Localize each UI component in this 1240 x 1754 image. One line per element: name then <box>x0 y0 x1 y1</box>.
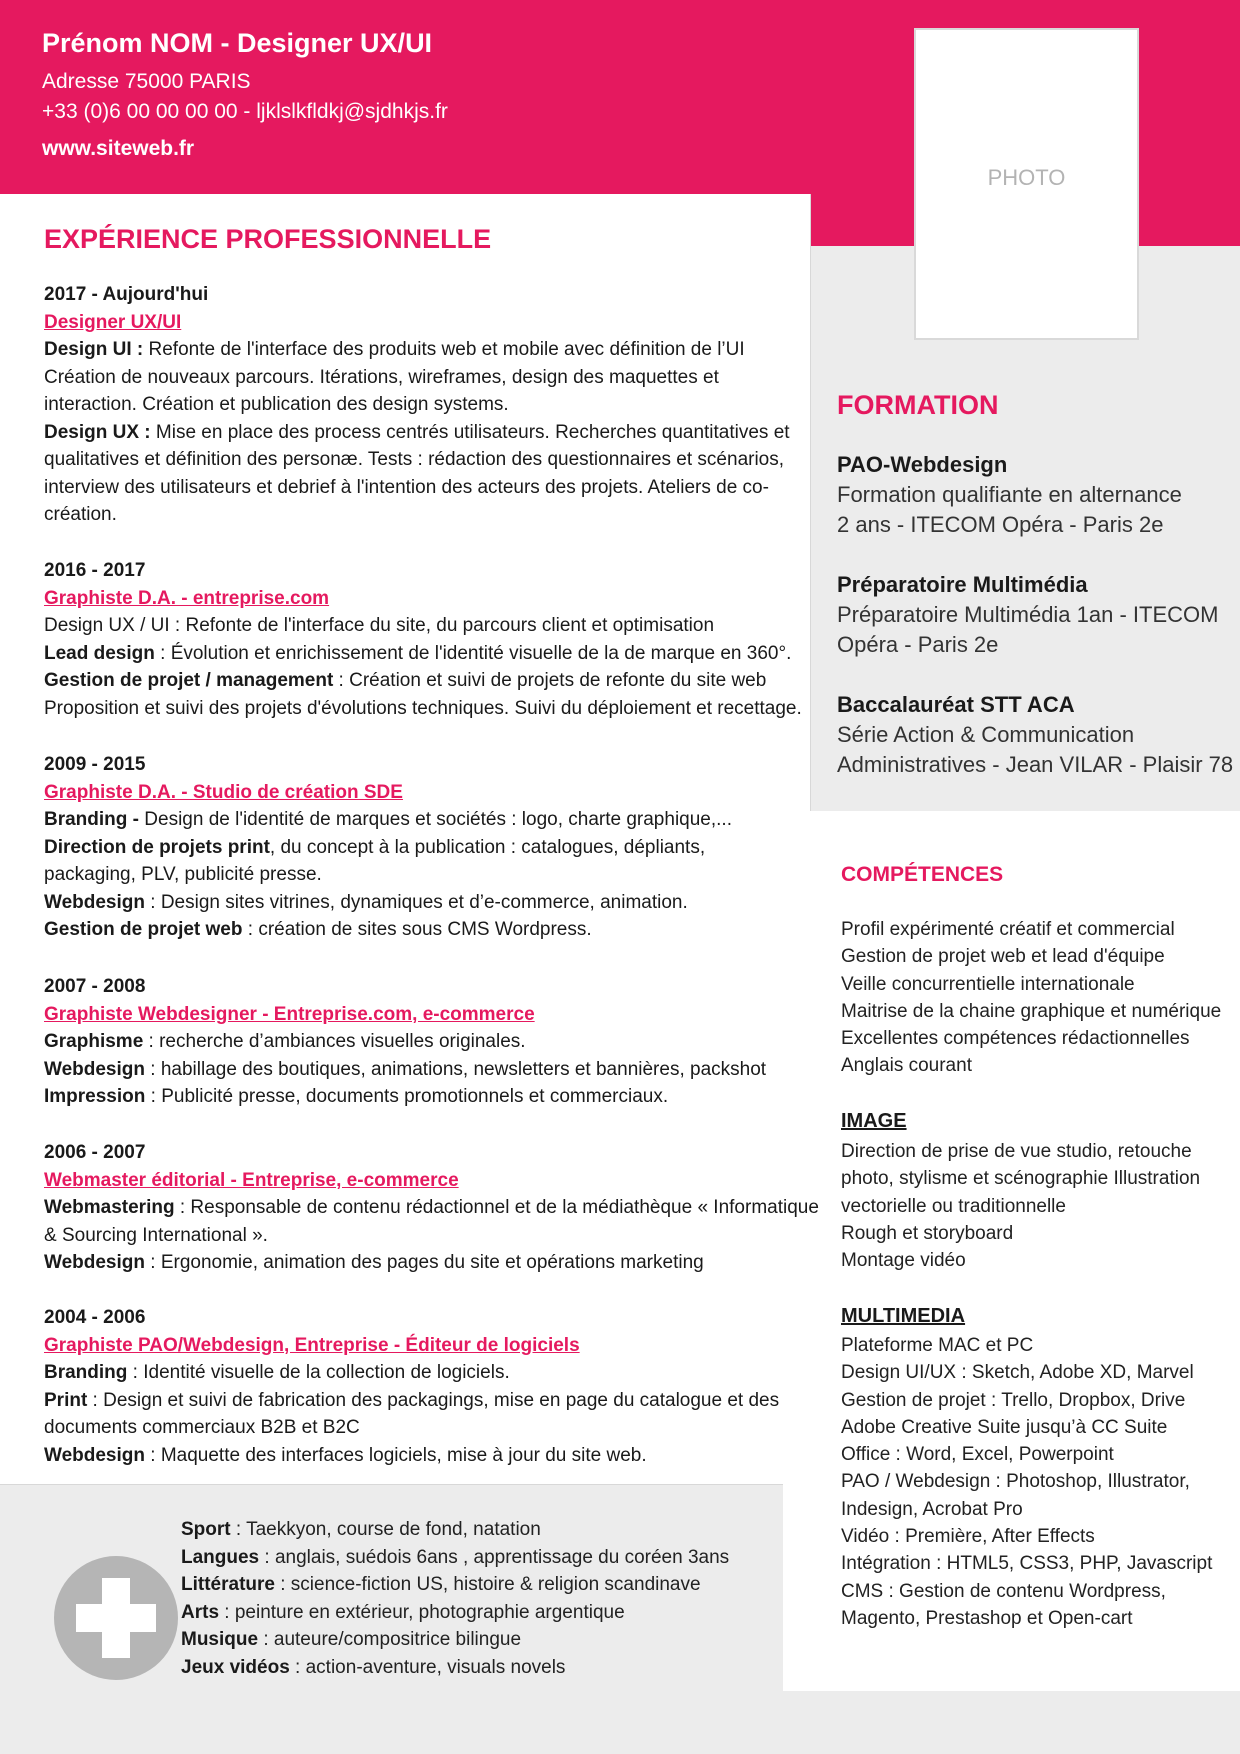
list-item: Musique : auteure/compositrice bilingue <box>181 1629 522 1650</box>
job-role: Designer UX/UI <box>44 311 182 333</box>
competences-title: COMPÉTENCES <box>841 863 1004 886</box>
plus-icon-horizontal <box>76 1604 156 1632</box>
list-item: Excellentes compétences rédactionnelles <box>841 1028 1190 1050</box>
list-item: Arts : peinture en extérieur, photographie argentique <box>181 1601 625 1623</box>
formation-item-line: Administratives - Jean VILAR - Plaisir 78 <box>837 752 1234 777</box>
job-date: 2006 - 2007 <box>44 1142 146 1163</box>
list-item: Design UI/UX : Sketch, Adobe XD, Marvel <box>841 1362 1194 1384</box>
job-line: Design UI : Refonte de l'interface des produits web et mobile avec définition de l’UI <box>44 339 745 360</box>
experience-title: EXPÉRIENCE PROFESSIONNELLE <box>44 224 492 254</box>
list-item: Littérature : science-fiction US, histoire & religion scandinave <box>181 1574 701 1595</box>
competences-general-list <box>841 916 1231 1080</box>
job-line: Gestion de projet / management : Création et suivi de projets de refonte du site web <box>44 670 767 691</box>
job-line: Webmastering : Responsable de contenu rédactionnel et de la médiathèque « Informatique <box>44 1197 819 1218</box>
list-item: Gestion de projet : Trello, Dropbox, Drive <box>841 1389 1186 1411</box>
name-title: Prénom NOM - Designer UX/UI <box>42 28 433 58</box>
job-entry <box>44 973 784 1111</box>
list-item: Indesign, Acrobat Pro <box>841 1498 1023 1520</box>
list-item: Sport : Taekkyon, course de fond, natation <box>181 1519 541 1540</box>
job-entry <box>44 281 790 529</box>
job-line: Gestion de projet web : création de sites sous CMS Wordpress. <box>44 919 592 940</box>
job-line: Webdesign : habillage des boutiques, animations, newsletters et bannières, packshot <box>44 1058 767 1080</box>
image-skills-list <box>841 1138 1231 1274</box>
job-line: qualitatives et définition des personæ. Tests : rédaction des questionnaires et scénarios, <box>44 449 785 470</box>
list-item: Gestion de projet web et lead d'équipe <box>841 946 1165 968</box>
job-line: Design UX / UI : Refonte de l'interface du site, du parcours client et optimisation <box>44 615 715 636</box>
photo-label: PHOTO <box>987 165 1066 190</box>
job-line: Branding : Identité visuelle de la collection de logiciels. <box>44 1362 510 1383</box>
job-line: interview des utilisateurs et debrief à l'intention des acteurs des projets. Ateliers de co- <box>44 476 769 498</box>
job-entry <box>44 557 802 722</box>
formation-title: FORMATION <box>837 390 999 420</box>
list-item: Plateforme MAC et PC <box>841 1335 1034 1356</box>
photo-placeholder <box>914 28 1139 340</box>
job-role: Graphiste D.A. - entreprise.com <box>44 587 330 609</box>
image-subtitle: IMAGE <box>841 1110 907 1132</box>
job-line: Création de nouveaux parcours. Itérations, wireframes, design des maquettes et <box>44 366 719 388</box>
job-date: 2009 - 2015 <box>44 754 146 775</box>
list-item: Office : Word, Excel, Powerpoint <box>841 1444 1114 1466</box>
job-line: documents commerciaux B2B et B2C <box>44 1417 360 1438</box>
job-date: 2007 - 2008 <box>44 976 146 997</box>
multimedia-skills-list <box>841 1332 1231 1632</box>
list-item: Adobe Creative Suite jusqu’à CC Suite <box>841 1416 1168 1438</box>
job-date: 2016 - 2017 <box>44 560 146 581</box>
job-line: packaging, PLV, publicité presse. <box>44 864 322 885</box>
job-entry <box>44 1304 784 1469</box>
list-item: photo, stylisme et scénographie Illustration <box>841 1168 1201 1190</box>
formation-item <box>837 450 1217 540</box>
job-line: Impression : Publicité presse, documents promotionnels et commerciaux. <box>44 1086 669 1107</box>
list-item: Langues : anglais, suédois 6ans , apprentissage du coréen 3ans <box>181 1546 730 1568</box>
formation-item-line: Opéra - Paris 2e <box>837 632 999 657</box>
list-item: Jeux vidéos : action-aventure, visuals novels <box>181 1656 566 1678</box>
job-date: 2004 - 2006 <box>44 1307 146 1328</box>
formation-item <box>837 570 1217 660</box>
job-line: Design UX : Mise en place des process centrés utilisateurs. Recherches quantitatives et <box>44 421 790 443</box>
list-item: Rough et storyboard <box>841 1222 1014 1244</box>
job-line: Branding - Design de l'identité de marques et sociétés : logo, charte graphique,... <box>44 809 732 830</box>
formation-item-line: Série Action & Communication <box>837 722 1135 747</box>
job-line: Lead design : Évolution et enrichissement de l'identité visuelle de la de marque en 360°. <box>44 642 792 664</box>
list-item: Intégration : HTML5, CSS3, PHP, Javascript <box>841 1553 1213 1575</box>
job-line: & Sourcing International ». <box>44 1224 268 1246</box>
list-item: Direction de prise de vue studio, retouche <box>841 1141 1192 1162</box>
job-role: Graphiste D.A. - Studio de création SDE <box>44 781 403 803</box>
formation-item <box>837 690 1234 780</box>
job-line: Webdesign : Ergonomie, animation des pages du site et opérations marketing <box>44 1252 704 1273</box>
job-line: Webdesign : Design sites vitrines, dynamiques et d’e-commerce, animation. <box>44 891 688 913</box>
job-line: Print : Design et suivi de fabrication des packagings, mise en page du catalogue et des <box>44 1389 780 1411</box>
list-item: CMS : Gestion de contenu Wordpress, <box>841 1580 1166 1602</box>
job-role: Graphiste PAO/Webdesign, Entreprise - Éditeur de logiciels <box>44 1334 580 1356</box>
contact-line[interactable]: +33 (0)6 00 00 00 00 - ljklslkfldkj@sjdhkjs.fr <box>42 100 448 123</box>
job-line: Proposition et suivi des projets d'évolutions techniques. Suivi du déploiement et recettage. <box>44 697 802 719</box>
list-item: Magento, Prestashop et Open-cart <box>841 1607 1133 1629</box>
website-link[interactable]: www.siteweb.fr <box>42 137 195 160</box>
list-item: Anglais courant <box>841 1055 972 1077</box>
list-item: Veille concurrentielle internationale <box>841 973 1135 995</box>
formation-item-line: Préparatoire Multimédia 1an - ITECOM <box>837 602 1219 627</box>
job-line: création. <box>44 504 117 525</box>
list-item: Vidéo : Première, After Effects <box>841 1526 1095 1548</box>
job-role: Graphiste Webdesigner - Entreprise.com, e-commerce <box>44 1003 535 1025</box>
formation-item-title: Baccalauréat STT ACA <box>837 692 1075 717</box>
job-line: Graphisme : recherche d’ambiances visuelles originales. <box>44 1031 526 1052</box>
list-item: PAO / Webdesign : Photoshop, Illustrator, <box>841 1471 1190 1493</box>
formation-item-line: 2 ans - ITECOM Opéra - Paris 2e <box>837 512 1164 537</box>
list-item: vectorielle ou traditionnelle <box>841 1195 1066 1217</box>
multimedia-subtitle: MULTIMEDIA <box>841 1305 966 1327</box>
list-item: Maitrise de la chaine graphique et numérique <box>841 1000 1222 1022</box>
formation-item-title: Préparatoire Multimédia <box>837 572 1088 597</box>
job-line: Webdesign : Maquette des interfaces logiciels, mise à jour du site web. <box>44 1444 647 1466</box>
job-line: interaction. Création et publication des design systems. <box>44 394 509 415</box>
formation-item-line: Formation qualifiante en alternance <box>837 482 1182 507</box>
formation-item-title: PAO-Webdesign <box>837 452 1008 477</box>
job-role: Webmaster éditorial - Entreprise, e-commerce <box>44 1169 459 1191</box>
address: Adresse 75000 PARIS <box>42 70 251 93</box>
hobbies-list <box>181 1516 741 1681</box>
job-entry <box>44 751 784 944</box>
list-item: Profil expérimenté créatif et commercial <box>841 919 1175 940</box>
list-item: Montage vidéo <box>841 1250 966 1272</box>
job-line: Direction de projets print, du concept à la publication : catalogues, dépliants, <box>44 836 706 858</box>
job-entry <box>44 1139 819 1277</box>
job-date: 2017 - Aujourd'hui <box>44 284 209 305</box>
